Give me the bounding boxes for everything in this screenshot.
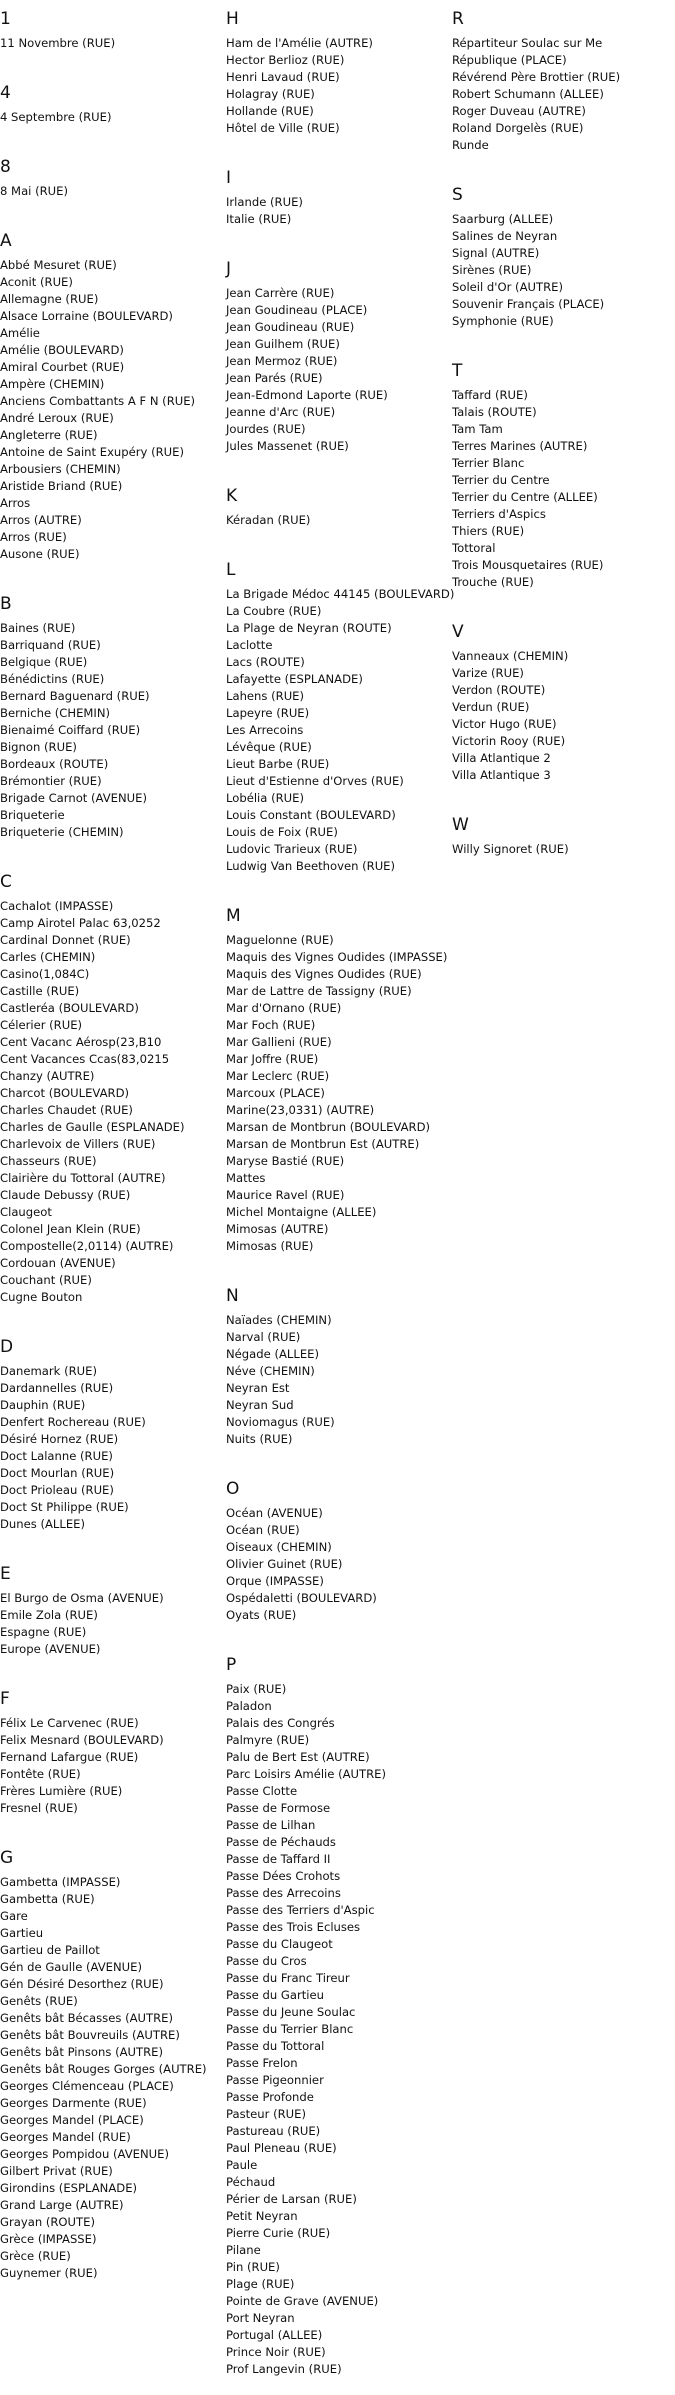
street-link[interactable]: Genêts bât Pinsons (AUTRE) xyxy=(0,2045,164,2059)
street-link[interactable]: Ospédaletti (BOULEVARD) xyxy=(226,1591,377,1605)
street-link[interactable]: Castleréa (BOULEVARD) xyxy=(0,1001,139,1015)
street-link[interactable]: Symphonie (RUE) xyxy=(452,314,554,328)
street-link[interactable]: Genêts bât Bouvreuils (AUTRE) xyxy=(0,2028,180,2042)
street-link[interactable]: Lahens (RUE) xyxy=(226,689,305,703)
street-link[interactable]: Hôtel de Ville (RUE) xyxy=(226,121,340,135)
street-link[interactable]: Maquis des Vignes Oudides (RUE) xyxy=(226,967,422,981)
street-link[interactable]: Nuits (RUE) xyxy=(226,1432,293,1446)
street-link[interactable]: Petit Neyran xyxy=(226,2209,298,2223)
street-link[interactable]: Henri Lavaud (RUE) xyxy=(226,70,340,84)
street-link[interactable]: Brigade Carnot (AVENUE) xyxy=(0,791,147,805)
street-link[interactable]: Belgique (RUE) xyxy=(0,655,88,669)
section-letter-8: 8 xyxy=(0,157,11,177)
street-link[interactable]: Amélie xyxy=(0,326,40,340)
street-link[interactable]: Danemark (RUE) xyxy=(0,1364,97,1378)
street-link[interactable]: Mar d'Ornano (RUE) xyxy=(226,1001,342,1015)
section-letter-g: G xyxy=(0,1848,14,1868)
street-link[interactable]: Grèce (IMPASSE) xyxy=(0,2232,97,2246)
street-link[interactable]: Maguelonne (RUE) xyxy=(226,933,334,947)
street-link[interactable]: Mimosas (RUE) xyxy=(226,1239,314,1253)
street-link[interactable]: Félix Le Carvenec (RUE) xyxy=(0,1716,139,1730)
street-link[interactable]: Passe de Lilhan xyxy=(226,1818,316,1832)
street-link[interactable]: Paladon xyxy=(226,1699,272,1713)
street-link[interactable]: Antoine de Saint Exupéry (RUE) xyxy=(0,445,184,459)
street-link[interactable]: Pin (RUE) xyxy=(226,2260,280,2274)
street-link[interactable]: Arbousiers (CHEMIN) xyxy=(0,462,121,476)
street-link[interactable]: Ludovic Trarieux (RUE) xyxy=(226,842,358,856)
street-link[interactable]: Périer de Larsan (RUE) xyxy=(226,2192,357,2206)
street-link[interactable]: Terrier du Centre (ALLEE) xyxy=(452,490,598,504)
street-link[interactable]: Louis de Foix (RUE) xyxy=(226,825,338,839)
street-link[interactable]: Révérend Père Brottier (RUE) xyxy=(452,70,621,84)
street-link[interactable]: Claugeot xyxy=(0,1205,52,1219)
section-letter-b: B xyxy=(0,594,12,614)
street-link[interactable]: Arros (RUE) xyxy=(0,530,67,544)
street-link[interactable]: Trois Mousquetaires (RUE) xyxy=(452,558,604,572)
section-letter-i: I xyxy=(226,168,232,188)
street-link[interactable]: Mar Joffre (RUE) xyxy=(226,1052,319,1066)
section-letter-o: O xyxy=(226,1479,240,1499)
street-link[interactable]: Charcot (BOULEVARD) xyxy=(0,1086,130,1100)
street-link[interactable]: Talais (ROUTE) xyxy=(452,405,537,419)
street-link[interactable]: Dauphin (RUE) xyxy=(0,1398,86,1412)
section-letter-n: N xyxy=(226,1286,239,1306)
street-link[interactable]: Hollande (RUE) xyxy=(226,104,314,118)
street-link[interactable]: Grand Large (AUTRE) xyxy=(0,2198,124,2212)
section-letter-w: W xyxy=(452,815,469,835)
street-link[interactable]: Ausone (RUE) xyxy=(0,547,80,561)
street-link[interactable]: Bernard Baguenard (RUE) xyxy=(0,689,150,703)
street-link[interactable]: Lieut Barbe (RUE) xyxy=(226,757,330,771)
street-link[interactable]: République (PLACE) xyxy=(452,53,567,67)
street-link[interactable]: Baines (RUE) xyxy=(0,621,76,635)
street-link[interactable]: Néve (CHEMIN) xyxy=(226,1364,315,1378)
street-link[interactable]: Arros (AUTRE) xyxy=(0,513,82,527)
street-link[interactable]: Charlevoix de Villers (RUE) xyxy=(0,1137,156,1151)
street-link[interactable]: Passe Profonde xyxy=(226,2090,314,2104)
street-link[interactable]: Emile Zola (RUE) xyxy=(0,1608,98,1622)
street-link[interactable]: La Coubre (RUE) xyxy=(226,604,322,618)
street-link[interactable]: Célerier (RUE) xyxy=(0,1018,83,1032)
street-link[interactable]: Mar de Lattre de Tassigny (RUE) xyxy=(226,984,412,998)
street-link[interactable]: Salines de Neyran xyxy=(452,229,558,243)
street-link[interactable]: La Brigade Médoc 44145 (BOULEVARD) xyxy=(226,587,455,601)
street-link[interactable]: Neyran Est xyxy=(226,1381,290,1395)
street-link[interactable]: Briqueterie xyxy=(0,808,65,822)
street-link[interactable]: Roger Duveau (AUTRE) xyxy=(452,104,586,118)
street-link[interactable]: Lacs (ROUTE) xyxy=(226,655,305,669)
street-link[interactable]: Portugal (ALLEE) xyxy=(226,2328,323,2342)
street-link[interactable]: Gartieu xyxy=(0,1926,44,1940)
street-link[interactable]: Grèce (RUE) xyxy=(0,2249,71,2263)
section-letter-a: A xyxy=(0,231,12,251)
street-link[interactable]: Répartiteur Soulac sur Me xyxy=(452,36,603,50)
street-link[interactable]: Cent Vacanc Aérosp(23,B10 xyxy=(0,1035,162,1049)
street-link[interactable]: Jules Massenet (RUE) xyxy=(226,439,349,453)
street-link[interactable]: Cardinal Donnet (RUE) xyxy=(0,933,131,947)
street-link[interactable]: Angleterre (RUE) xyxy=(0,428,98,442)
street-link[interactable]: Terrier Blanc xyxy=(452,456,525,470)
street-link[interactable]: Cent Vacances Ccas(83,0215 xyxy=(0,1052,170,1066)
street-link[interactable]: Doct Mourlan (RUE) xyxy=(0,1466,115,1480)
street-link[interactable]: Jourdes (RUE) xyxy=(226,422,306,436)
street-link[interactable]: Passe Clotte xyxy=(226,1784,298,1798)
street-link[interactable]: Doct Prioleau (RUE) xyxy=(0,1483,114,1497)
section-letter-d: D xyxy=(0,1337,14,1357)
street-link[interactable]: Robert Schumann (ALLEE) xyxy=(452,87,604,101)
street-link[interactable]: Aconit (RUE) xyxy=(0,275,73,289)
street-link[interactable]: Soleil d'Or (AUTRE) xyxy=(452,280,563,294)
street-link[interactable]: Passe des Arrecoins xyxy=(226,1886,341,1900)
street-link[interactable]: Pasteur (RUE) xyxy=(226,2107,307,2121)
street-link[interactable]: Irlande (RUE) xyxy=(226,195,303,209)
street-link[interactable]: Naïades (CHEMIN) xyxy=(226,1313,332,1327)
street-link[interactable]: Désiré Hornez (RUE) xyxy=(0,1432,119,1446)
street-link[interactable]: El Burgo de Osma (AVENUE) xyxy=(0,1591,164,1605)
street-link[interactable]: 11 Novembre (RUE) xyxy=(0,36,116,50)
street-link[interactable]: Gilbert Privat (RUE) xyxy=(0,2164,113,2178)
section-letter-v: V xyxy=(452,622,464,642)
street-link[interactable]: Maquis des Vignes Oudides (IMPASSE) xyxy=(226,950,448,964)
street-link[interactable]: Verdon (ROUTE) xyxy=(452,683,546,697)
street-link[interactable]: Charles Chaudet (RUE) xyxy=(0,1103,133,1117)
street-link[interactable]: Vanneaux (CHEMIN) xyxy=(452,649,569,663)
street-link[interactable]: Paix (RUE) xyxy=(226,1682,287,1696)
street-link[interactable]: Casino(1,084C) xyxy=(0,967,90,981)
section-letter-f: F xyxy=(0,1689,10,1709)
section-letter-t: T xyxy=(452,361,463,381)
street-link[interactable]: Sirènes (RUE) xyxy=(452,263,532,277)
street-link[interactable]: Willy Signoret (RUE) xyxy=(452,842,569,856)
street-link[interactable]: Passe des Trois Ecluses xyxy=(226,1920,361,1934)
street-link[interactable]: Jean Goudineau (PLACE) xyxy=(226,303,368,317)
street-link[interactable]: Gambetta (IMPASSE) xyxy=(0,1875,121,1889)
street-link[interactable]: Bénédictins (RUE) xyxy=(0,672,105,686)
street-link[interactable]: Maryse Bastié (RUE) xyxy=(226,1154,345,1168)
street-link[interactable]: Orque (IMPASSE) xyxy=(226,1574,324,1588)
street-link[interactable]: Neyran Sud xyxy=(226,1398,294,1412)
street-link[interactable]: Lévêque (RUE) xyxy=(226,740,312,754)
street-link[interactable]: Barriquand (RUE) xyxy=(0,638,101,652)
street-link[interactable]: Runde xyxy=(452,138,489,152)
street-link[interactable]: Allemagne (RUE) xyxy=(0,292,99,306)
street-link[interactable]: Fresnel (RUE) xyxy=(0,1801,78,1815)
street-link[interactable]: Anciens Combattants A F N (RUE) xyxy=(0,394,196,408)
street-link[interactable]: Bignon (RUE) xyxy=(0,740,77,754)
street-link[interactable]: Palu de Bert Est (AUTRE) xyxy=(226,1750,370,1764)
street-link[interactable]: Denfert Rochereau (RUE) xyxy=(0,1415,146,1429)
street-link[interactable]: Felix Mesnard (BOULEVARD) xyxy=(0,1733,164,1747)
street-link[interactable]: Mar Leclerc (RUE) xyxy=(226,1069,330,1083)
street-link[interactable]: Passe du Jeune Soulac xyxy=(226,2005,356,2019)
street-link[interactable]: Louis Constant (BOULEVARD) xyxy=(226,808,396,822)
street-link[interactable]: Villa Atlantique 3 xyxy=(452,768,551,782)
street-link[interactable]: Alsace Lorraine (BOULEVARD) xyxy=(0,309,173,323)
street-link[interactable]: Passe Frelon xyxy=(226,2056,298,2070)
street-link[interactable]: Doct Lalanne (RUE) xyxy=(0,1449,113,1463)
street-link[interactable]: Tam Tam xyxy=(452,422,503,436)
street-link[interactable]: Plage (RUE) xyxy=(226,2277,295,2291)
street-link[interactable]: Berniche (CHEMIN) xyxy=(0,706,111,720)
street-link[interactable]: Jean Guilhem (RUE) xyxy=(226,337,340,351)
street-link[interactable]: Laclotte xyxy=(226,638,273,652)
street-link[interactable]: Villa Atlantique 2 xyxy=(452,751,551,765)
street-link[interactable]: Mar Foch (RUE) xyxy=(226,1018,316,1032)
street-link[interactable]: Charles de Gaulle (ESPLANADE) xyxy=(0,1120,185,1134)
street-link[interactable]: La Plage de Neyran (ROUTE) xyxy=(226,621,392,635)
street-link[interactable]: Passe de Péchauds xyxy=(226,1835,336,1849)
street-link[interactable]: Pilane xyxy=(226,2243,261,2257)
street-link[interactable]: Gartieu de Paillot xyxy=(0,1943,100,1957)
street-link[interactable]: Italie (RUE) xyxy=(226,212,292,226)
street-link[interactable]: Passe du Terrier Blanc xyxy=(226,2022,354,2036)
street-link[interactable]: Jeanne d'Arc (RUE) xyxy=(226,405,336,419)
street-link[interactable]: Brémontier (RUE) xyxy=(0,774,102,788)
street-link[interactable]: Georges Clémenceau (PLACE) xyxy=(0,2079,174,2093)
street-link[interactable]: Georges Pompidou (AVENUE) xyxy=(0,2147,169,2161)
street-link[interactable]: Genêts bât Bécasses (AUTRE) xyxy=(0,2011,173,2025)
street-link[interactable]: Marsan de Montbrun Est (AUTRE) xyxy=(226,1137,420,1151)
street-link[interactable]: Ludwig Van Beethoven (RUE) xyxy=(226,859,396,873)
street-link[interactable]: Ham de l'Amélie (AUTRE) xyxy=(226,36,373,50)
street-link[interactable]: Michel Montaigne (ALLEE) xyxy=(226,1205,377,1219)
street-link[interactable]: Passe du Cros xyxy=(226,1954,307,1968)
section-letter-h: H xyxy=(226,9,239,29)
street-link[interactable]: Victor Hugo (RUE) xyxy=(452,717,557,731)
street-link[interactable]: Pastureau (RUE) xyxy=(226,2124,321,2138)
street-link[interactable]: Roland Dorgelès (RUE) xyxy=(452,121,584,135)
street-link[interactable]: Gén de Gaulle (AVENUE) xyxy=(0,1960,143,1974)
street-link[interactable]: Varize (RUE) xyxy=(452,666,524,680)
street-link[interactable]: Palmyre (RUE) xyxy=(226,1733,310,1747)
street-link[interactable]: Olivier Guinet (RUE) xyxy=(226,1557,343,1571)
street-link[interactable]: Carles (CHEMIN) xyxy=(0,950,96,964)
street-link[interactable]: Palais des Congrés xyxy=(226,1716,335,1730)
street-link[interactable]: Passe du Tottoral xyxy=(226,2039,325,2053)
street-link[interactable]: Lieut d'Estienne d'Orves (RUE) xyxy=(226,774,404,788)
section-letter-k: K xyxy=(226,486,238,506)
street-link[interactable]: Narval (RUE) xyxy=(226,1330,301,1344)
street-link[interactable]: Négade (ALLEE) xyxy=(226,1347,319,1361)
street-link[interactable]: Prof Langevin (RUE) xyxy=(226,2362,342,2376)
street-link[interactable]: Souvenir Français (PLACE) xyxy=(452,297,605,311)
street-link[interactable]: Terres Marines (AUTRE) xyxy=(452,439,588,453)
street-link[interactable]: Gambetta (RUE) xyxy=(0,1892,95,1906)
section-letter-4: 4 xyxy=(0,83,11,103)
street-link[interactable]: Camp Airotel Palac 63,0252 xyxy=(0,916,161,930)
street-link[interactable]: Aristide Briand (RUE) xyxy=(0,479,123,493)
street-link[interactable]: Victorin Rooy (RUE) xyxy=(452,734,566,748)
street-link[interactable]: Amélie (BOULEVARD) xyxy=(0,343,124,357)
street-link[interactable]: Mimosas (AUTRE) xyxy=(226,1222,329,1236)
street-link[interactable]: Jean Mermoz (RUE) xyxy=(226,354,338,368)
street-link[interactable]: Claude Debussy (RUE) xyxy=(0,1188,131,1202)
street-link[interactable]: Marsan de Montbrun (BOULEVARD) xyxy=(226,1120,431,1134)
street-link[interactable]: Kéradan (RUE) xyxy=(226,513,311,527)
street-link[interactable]: Holagray (RUE) xyxy=(226,87,315,101)
street-link[interactable]: Lobélia (RUE) xyxy=(226,791,304,805)
street-link[interactable]: Passe du Claugeot xyxy=(226,1937,333,1951)
street-link[interactable]: Cugne Bouton xyxy=(0,1290,83,1304)
section-letter-e: E xyxy=(0,1564,11,1584)
street-link[interactable]: Dardannelles (RUE) xyxy=(0,1381,114,1395)
street-link[interactable]: Espagne (RUE) xyxy=(0,1625,87,1639)
street-link[interactable]: Fontête (RUE) xyxy=(0,1767,81,1781)
street-link[interactable]: Pierre Curie (RUE) xyxy=(226,2226,331,2240)
street-link[interactable]: Hector Berlioz (RUE) xyxy=(226,53,345,67)
street-link[interactable]: Jean Goudineau (RUE) xyxy=(226,320,355,334)
street-link[interactable]: Port Neyran xyxy=(226,2311,295,2325)
street-link[interactable]: Passe Dées Crohots xyxy=(226,1869,341,1883)
street-link[interactable]: Océan (RUE) xyxy=(226,1523,300,1537)
street-link[interactable]: Océan (AVENUE) xyxy=(226,1506,323,1520)
street-link[interactable]: Chasseurs (RUE) xyxy=(0,1154,97,1168)
street-link[interactable]: Grayan (ROUTE) xyxy=(0,2215,95,2229)
street-link[interactable]: Saarburg (ALLEE) xyxy=(452,212,554,226)
street-link[interactable]: Tottoral xyxy=(452,541,496,555)
street-link[interactable]: Signal (AUTRE) xyxy=(452,246,540,260)
street-link[interactable]: Terrier du Centre xyxy=(452,473,550,487)
street-link[interactable]: Marcoux (PLACE) xyxy=(226,1086,325,1100)
street-link[interactable]: Georges Mandel (RUE) xyxy=(0,2130,131,2144)
street-link[interactable]: Doct St Philippe (RUE) xyxy=(0,1500,129,1514)
street-link[interactable]: Couchant (RUE) xyxy=(0,1273,92,1287)
section-letter-s: S xyxy=(452,185,463,205)
street-link[interactable]: Paul Pleneau (RUE) xyxy=(226,2141,337,2155)
street-link[interactable]: Genêts (RUE) xyxy=(0,1994,78,2008)
street-link[interactable]: Arros xyxy=(0,496,31,510)
section-letter-p: P xyxy=(226,1655,237,1675)
street-link[interactable]: Amiral Courbet (RUE) xyxy=(0,360,125,374)
street-link[interactable]: Verdun (RUE) xyxy=(452,700,530,714)
street-link[interactable]: Ampère (CHEMIN) xyxy=(0,377,105,391)
street-link[interactable]: Cordouan (AVENUE) xyxy=(0,1256,116,1270)
street-link[interactable]: Lapeyre (RUE) xyxy=(226,706,310,720)
street-link[interactable]: Cachalot (IMPASSE) xyxy=(0,899,114,913)
street-link[interactable]: Castille (RUE) xyxy=(0,984,80,998)
street-link[interactable]: Georges Mandel (PLACE) xyxy=(0,2113,144,2127)
street-link[interactable]: Genêts bât Rouges Gorges (AUTRE) xyxy=(0,2062,207,2076)
section-letter-j: J xyxy=(226,259,232,279)
street-link[interactable]: Oiseaux (CHEMIN) xyxy=(226,1540,332,1554)
street-link[interactable]: Passe du Gartieu xyxy=(226,1988,324,2002)
street-link[interactable]: 8 Mai (RUE) xyxy=(0,184,68,198)
street-link[interactable]: Maurice Ravel (RUE) xyxy=(226,1188,345,1202)
street-link[interactable]: Passe de Taffard II xyxy=(226,1852,331,1866)
street-link[interactable]: Jean Carrère (RUE) xyxy=(226,286,335,300)
street-link[interactable]: Fernand Lafargue (RUE) xyxy=(0,1750,139,1764)
street-link[interactable]: Lafayette (ESPLANADE) xyxy=(226,672,363,686)
street-link[interactable]: Abbé Mesuret (RUE) xyxy=(0,258,117,272)
street-link[interactable]: Taffard (RUE) xyxy=(452,388,528,402)
street-link[interactable]: Marine(23,0331) (AUTRE) xyxy=(226,1103,375,1117)
section-letter-l: L xyxy=(226,560,236,580)
street-link[interactable]: Prince Noir (RUE) xyxy=(226,2345,326,2359)
street-link[interactable]: Jean-Edmond Laporte (RUE) xyxy=(226,388,388,402)
street-link[interactable]: Europe (AVENUE) xyxy=(0,1642,101,1656)
street-link[interactable]: Colonel Jean Klein (RUE) xyxy=(0,1222,141,1236)
street-link[interactable]: Georges Darmente (RUE) xyxy=(0,2096,147,2110)
street-link[interactable]: Mattes xyxy=(226,1171,266,1185)
street-link[interactable]: Bienaimé Coiffard (RUE) xyxy=(0,723,141,737)
street-link[interactable]: 4 Septembre (RUE) xyxy=(0,110,112,124)
street-link[interactable]: Noviomagus (RUE) xyxy=(226,1415,335,1429)
street-link[interactable]: Chanzy (AUTRE) xyxy=(0,1069,95,1083)
street-link[interactable]: Guynemer (RUE) xyxy=(0,2266,98,2280)
street-link[interactable]: Passe du Franc Tireur xyxy=(226,1971,350,1985)
street-link[interactable]: Pointe de Grave (AVENUE) xyxy=(226,2294,379,2308)
street-link[interactable]: Frères Lumière (RUE) xyxy=(0,1784,123,1798)
street-link[interactable]: Briqueterie (CHEMIN) xyxy=(0,825,124,839)
street-link[interactable]: Parc Loisirs Amélie (AUTRE) xyxy=(226,1767,387,1781)
section-letter-m: M xyxy=(226,906,241,926)
street-link[interactable]: Passe des Terriers d'Aspic xyxy=(226,1903,375,1917)
street-link[interactable]: Péchaud xyxy=(226,2175,276,2189)
street-link[interactable]: Terriers d'Aspics xyxy=(452,507,546,521)
street-link[interactable]: Thiers (RUE) xyxy=(452,524,525,538)
street-link[interactable]: Jean Parés (RUE) xyxy=(226,371,323,385)
street-link[interactable]: Trouche (RUE) xyxy=(452,575,534,589)
section-letter-c: C xyxy=(0,872,12,892)
street-link[interactable]: Bordeaux (ROUTE) xyxy=(0,757,109,771)
street-link[interactable]: Passe de Formose xyxy=(226,1801,331,1815)
street-link[interactable]: Gare xyxy=(0,1909,28,1923)
street-link[interactable]: Clairière du Tottoral (AUTRE) xyxy=(0,1171,166,1185)
street-link[interactable]: Girondins (ESPLANADE) xyxy=(0,2181,138,2195)
street-link[interactable]: Passe Pigeonnier xyxy=(226,2073,324,2087)
street-link[interactable]: Mar Gallieni (RUE) xyxy=(226,1035,332,1049)
section-letter-1: 1 xyxy=(0,9,11,29)
street-link[interactable]: Gén Désiré Desorthez (RUE) xyxy=(0,1977,164,1991)
street-link[interactable]: André Leroux (RUE) xyxy=(0,411,114,425)
section-letter-r: R xyxy=(452,9,464,29)
street-link[interactable]: Paule xyxy=(226,2158,258,2172)
street-link[interactable]: Dunes (ALLEE) xyxy=(0,1517,86,1531)
street-link[interactable]: Compostelle(2,0114) (AUTRE) xyxy=(0,1239,174,1253)
street-link[interactable]: Les Arrecoins xyxy=(226,723,304,737)
street-link[interactable]: Oyats (RUE) xyxy=(226,1608,297,1622)
